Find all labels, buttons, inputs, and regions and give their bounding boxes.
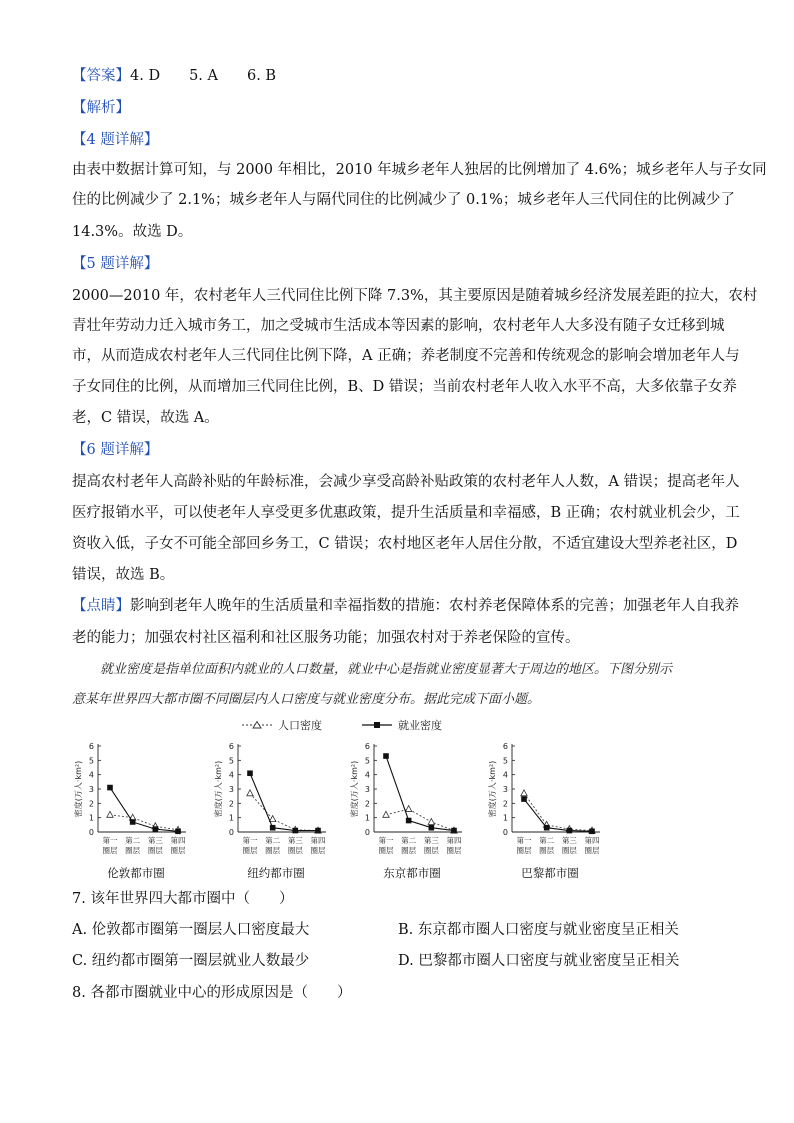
- y-tick-label: 4: [228, 770, 234, 780]
- chart-legend: [242, 718, 442, 732]
- y-tick-label: 4: [502, 770, 508, 780]
- emp-density-point: [521, 796, 527, 802]
- emp-density-line: [524, 799, 592, 831]
- q7-option-b[interactable]: B. 东京都市圈人口密度与就业密度呈正相关: [398, 922, 679, 938]
- y-tick-label: 1: [364, 813, 370, 823]
- tip-line-2: 老的能力；加强农村社区福利和社区服务功能；加强农村对于养老保险的宣传。: [72, 630, 580, 646]
- emp-density-point: [383, 753, 389, 759]
- x-tick-label: 圈层: [310, 846, 326, 855]
- emp-density-line: [110, 788, 178, 832]
- y-tick-label: 0: [364, 828, 370, 837]
- emp-density-line: [250, 773, 318, 830]
- x-tick-label: 圈层: [446, 846, 462, 855]
- y-tick-label: 2: [364, 799, 370, 809]
- legend-emp-label: 就业密度: [398, 719, 442, 732]
- y-tick-label: 3: [228, 785, 234, 794]
- chart-4: [487, 742, 600, 880]
- x-tick-label: 第二: [265, 836, 281, 845]
- y-tick-label: 1: [88, 813, 94, 823]
- emp-density-point: [451, 828, 457, 834]
- density-chart-figure: [0, 712, 794, 887]
- x-tick-label: 圈层: [287, 846, 303, 855]
- legend-emp-marker: [374, 722, 380, 728]
- charts-root: [73, 742, 600, 880]
- q4-line-1: 由表中数据计算可知，与 2000 年相比，2010 年城乡老年人独居的比例增加了 4.6%；城乡老年人与子女同: [72, 162, 767, 178]
- x-tick-label: 第三: [561, 836, 577, 845]
- x-tick-label: 第四: [446, 836, 462, 845]
- emp-density-point: [130, 819, 136, 825]
- q4-line-3: 14.3%。故选 D。: [72, 224, 193, 240]
- y-tick-label: 4: [364, 770, 370, 780]
- tip-line-1: [72, 596, 739, 616]
- pop-density-point: [428, 818, 434, 824]
- q5-line-1: 2000—2010 年，农村老年人三代同住比例下降 7.3%，其主要原因是随着城乡经济发展差距的拉大，农村: [72, 288, 758, 304]
- y-tick-label: 0: [88, 828, 94, 837]
- pop-density-point: [521, 790, 527, 796]
- q4-line-2: 住的比例减少了 2.1%；城乡老年人与隔代同住的比例减少了 0.1%；城乡老年人三代同住的比例减少了: [72, 192, 735, 208]
- chart-title: 伦敦都市圈: [107, 866, 165, 880]
- tip-label: 【点睛】: [72, 598, 130, 614]
- pop-density-point: [269, 816, 275, 822]
- tip-text-1: 影响到老年人晚年的生活质量和幸福指数的措施：农村养老保障体系的完善；加强老年人自我养: [130, 598, 739, 614]
- q6-label: 【6 题详解】: [72, 442, 159, 458]
- answer-label: 【答案】: [72, 68, 130, 84]
- x-tick-label: 第一: [242, 836, 258, 845]
- y-axis-label: 密度(万人·km²): [350, 760, 359, 818]
- y-tick-label: 2: [88, 799, 94, 809]
- chart-title: 巴黎都市圈: [521, 866, 579, 880]
- x-tick-label: 第二: [539, 836, 555, 845]
- pop-density-line: [386, 809, 454, 831]
- q7-stem: 7. 该年世界四大都市圈中（ ）: [72, 891, 294, 907]
- x-tick-label: 圈层: [539, 846, 555, 855]
- x-tick-label: 圈层: [584, 846, 600, 855]
- y-axis-label: 密度(万人·km²): [214, 760, 223, 818]
- x-tick-label: 圈层: [516, 846, 532, 855]
- q5-line-5: 老，C 错误，故选 A。: [72, 410, 219, 426]
- emp-density-point: [153, 826, 159, 832]
- x-tick-label: 圈层: [125, 846, 141, 855]
- pop-density-point: [107, 811, 113, 817]
- emp-density-point: [589, 828, 595, 834]
- x-tick-label: 圈层: [102, 846, 118, 855]
- pop-density-line: [110, 815, 178, 830]
- x-tick-label: 第三: [423, 836, 439, 845]
- q5-line-4: 子女同住的比例，从而增加三代同住比例，B、D 错误；当前农村老年人收入水平不高，大多依靠子女养: [72, 379, 737, 395]
- x-tick-label: 第三: [287, 836, 303, 845]
- y-tick-label: 0: [502, 828, 508, 837]
- q7-option-d[interactable]: D. 巴黎都市圈人口密度与就业密度呈正相关: [398, 953, 680, 969]
- x-tick-label: 圈层: [170, 846, 186, 855]
- x-tick-label: 圈层: [561, 846, 577, 855]
- y-tick-label: 6: [88, 742, 94, 751]
- emp-density-point: [270, 825, 276, 831]
- chart-title: 东京都市圈: [383, 866, 441, 880]
- y-tick-label: 5: [364, 756, 370, 766]
- y-tick-label: 5: [228, 756, 234, 766]
- q5-line-2: 青壮年劳动力迁入城市务工，加之受城市生活成本等因素的影响，农村老年人大多没有随子女迁移到城: [72, 318, 725, 334]
- emp-density-point: [107, 785, 113, 791]
- y-axis-label: 密度(万人·km²): [74, 760, 83, 818]
- x-tick-label: 第三: [147, 836, 163, 845]
- x-tick-label: 圈层: [265, 846, 281, 855]
- x-tick-label: 第四: [170, 836, 186, 845]
- x-tick-label: 第四: [310, 836, 326, 845]
- x-tick-label: 圈层: [147, 846, 163, 855]
- intro-line-1: 就业密度是指单位面积内就业的人口数量，就业中心是指就业密度显著大于周边的地区。下图分别示: [100, 662, 673, 677]
- emp-density-line: [386, 756, 454, 831]
- y-tick-label: 6: [502, 742, 508, 751]
- y-tick-label: 6: [228, 742, 234, 751]
- chart-2: [213, 742, 326, 880]
- q7-option-c[interactable]: C. 纽约都市圈第一圈层就业人数最少: [72, 953, 310, 969]
- x-tick-label: 第一: [102, 836, 118, 845]
- x-tick-label: 圈层: [242, 846, 258, 855]
- emp-density-point: [567, 828, 573, 834]
- y-axis-label: 密度(万人·km²): [488, 760, 497, 818]
- y-tick-label: 2: [228, 799, 234, 809]
- x-tick-label: 第一: [516, 836, 532, 845]
- chart-title: 纽约都市圈: [247, 866, 305, 880]
- emp-density-point: [175, 828, 181, 834]
- x-tick-label: 第一: [378, 836, 394, 845]
- q6-line-2: 医疗报销水平，可以使老年人享受更多优惠政策，提升生活质量和幸福感，B 正确；农村就业机会少，工: [72, 505, 740, 521]
- chart-3: [349, 742, 462, 880]
- q6-line-3: 资收入低，子女不可能全部回乡务工，C 错误；农村地区老年人居住分散，不适宜建设大型养老社区，D: [72, 536, 738, 552]
- q4-label: 【4 题详解】: [72, 132, 159, 148]
- intro-line-2: 意某年世界四大都市圈不同圈层内人口密度与就业密度分布。据此完成下面小题。: [72, 692, 541, 707]
- emp-density-point: [247, 770, 253, 776]
- emp-density-point: [429, 825, 435, 831]
- q5-line-3: 市，从而造成农村老年人三代同住比例下降，A 正确；养老制度不完善和传统观念的影响会增加老年人与: [72, 348, 740, 364]
- pop-density-point: [405, 806, 411, 812]
- y-tick-label: 1: [228, 813, 234, 823]
- legend-pop-label: 人口密度: [278, 719, 322, 732]
- q6-line-4: 错误，故选 B。: [72, 567, 175, 583]
- y-tick-label: 3: [502, 785, 508, 794]
- pop-density-point: [247, 790, 253, 796]
- x-tick-label: 圈层: [378, 846, 394, 855]
- q5-label: 【5 题详解】: [72, 256, 159, 272]
- q7-option-a[interactable]: A. 伦敦都市圈第一圈层人口密度最大: [72, 922, 310, 938]
- emp-density-point: [293, 828, 299, 834]
- emp-density-point: [544, 825, 550, 831]
- y-tick-label: 3: [364, 785, 370, 794]
- emp-density-point: [315, 828, 321, 834]
- analysis-label: 【解析】: [72, 100, 130, 116]
- x-tick-label: 圈层: [401, 846, 417, 855]
- x-tick-label: 第二: [401, 836, 417, 845]
- y-tick-label: 1: [502, 813, 508, 823]
- x-tick-label: 第四: [584, 836, 600, 845]
- y-tick-label: 3: [88, 785, 94, 794]
- y-tick-label: 2: [502, 799, 508, 809]
- pop-density-point: [383, 811, 389, 817]
- q8-stem: 8. 各都市圈就业中心的形成原因是（ ）: [72, 985, 352, 1001]
- answer-line: [72, 66, 276, 86]
- y-tick-label: 5: [88, 756, 94, 766]
- emp-density-point: [406, 818, 412, 824]
- answer-text: 4. D 5. A 6. B: [130, 68, 277, 84]
- y-tick-label: 5: [502, 756, 508, 766]
- chart-1: [73, 742, 186, 880]
- y-tick-label: 0: [228, 828, 234, 837]
- y-tick-label: 6: [364, 742, 370, 751]
- x-tick-label: 圈层: [423, 846, 439, 855]
- y-tick-label: 4: [88, 770, 94, 780]
- x-tick-label: 第二: [125, 836, 141, 845]
- q6-line-1: 提高农村老年人高龄补贴的年龄标准，会减少享受高龄补贴政策的农村老年人人数，A 错误；提高老年人: [72, 474, 740, 490]
